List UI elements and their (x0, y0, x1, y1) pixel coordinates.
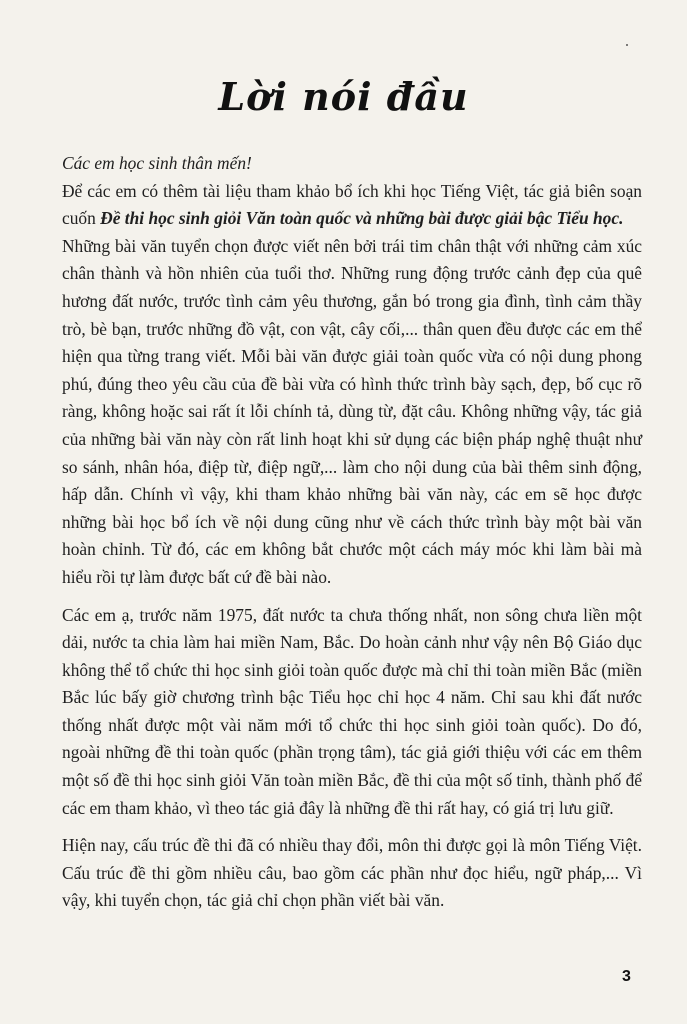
page-number: 3 (622, 968, 631, 985)
greeting: Các em học sinh thân mến! (62, 153, 252, 173)
paragraph-3: Các em ạ, trước năm 1975, đất nước ta chưa thống nhất, non sông chưa liền một dải, nước ta chia làm hai miền Nam, Bắc. Do hoàn cảnh như vậy nên Bộ Giáo dục không thể tổ chức thi học sinh giỏi toàn quốc được mà chỉ thi toàn miền Bắc (miền Bắc lúc bấy giờ chương trình bậc Tiểu học chỉ học 4 năm. Chỉ sau khi đất nước thống nhất được một vài năm mới tổ chức thi học sinh giỏi toàn quốc). Do đó, ngoài những đề thi toàn quốc (phần trọng tâm), tác giả giới thiệu với các em thêm một số đề thi học sinh giỏi Văn toàn miền Bắc, đề thi của một số tỉnh, thành phố để các em tham khảo, vì theo tác giả đây là những đề thi rất hay, có giá trị lưu giữ. (62, 604, 642, 818)
spacer (62, 592, 642, 602)
intro-text: Để các em có thêm tài liệu tham khảo bổ ích khi học Tiếng Việt, tác giả biên soạn cuốn (62, 180, 642, 229)
preface-body (62, 150, 642, 915)
book-title: Đề thi học sinh giỏi Văn toàn quốc và những bài được giải bậc Tiểu học. (100, 208, 624, 229)
paragraph-4: Hiện nay, cấu trúc đề thi đã có nhiều thay đổi, môn thi được gọi là môn Tiếng Việt. Cấu trúc đề thi gồm nhiều câu, bao gồm các phần như đọc hiểu, ngữ pháp,... Vì vậy, khi tuyển chọn, tác giả chỉ chọn phần viết bài văn. (62, 835, 642, 911)
speck (626, 44, 628, 46)
paragraph-intro (62, 178, 642, 233)
spacer (62, 822, 642, 832)
paragraph-2: Những bài văn tuyển chọn được viết nên bởi trái tim chân thật với những cảm xúc chân thành và hồn nhiên của tuổi thơ. Những rung động trước cảnh đẹp của quê hương đất nước, trước tình cảm yêu thương, gắn bó trong gia đình, tình cảm thầy trò, bè bạn, trước những đồ vật, con vật, cây cối,... thân quen đều được các em thể hiện qua từng trang viết. Mỗi bài văn được giải toàn quốc vừa có nội dung phong phú, đúng theo yêu cầu của đề bài vừa có hình thức trình bày sạch, đẹp, bố cục rõ ràng, không hoặc sai rất ít lỗi chính tả, dùng từ, đặt câu. Không những vậy, tác giả của những bài văn này còn rất linh hoạt khi sử dụng các biện pháp nghệ thuật như so sánh, nhân hóa, điệp từ, điệp ngữ,... làm cho nội dung của bài thêm sinh động, hấp dẫn. Chính vì vậy, khi tham khảo những bài văn này, các em sẽ học được những bài học bổ ích về nội dung cũng như về cách thức trình bày một bài văn hoàn chỉnh. Từ đó, các em không bắt chước một cách máy móc khi làm bài mà hiểu rồi tự làm được bất cứ đề bài nào. (62, 235, 642, 587)
page-title: Lời nói đầu (218, 74, 469, 119)
